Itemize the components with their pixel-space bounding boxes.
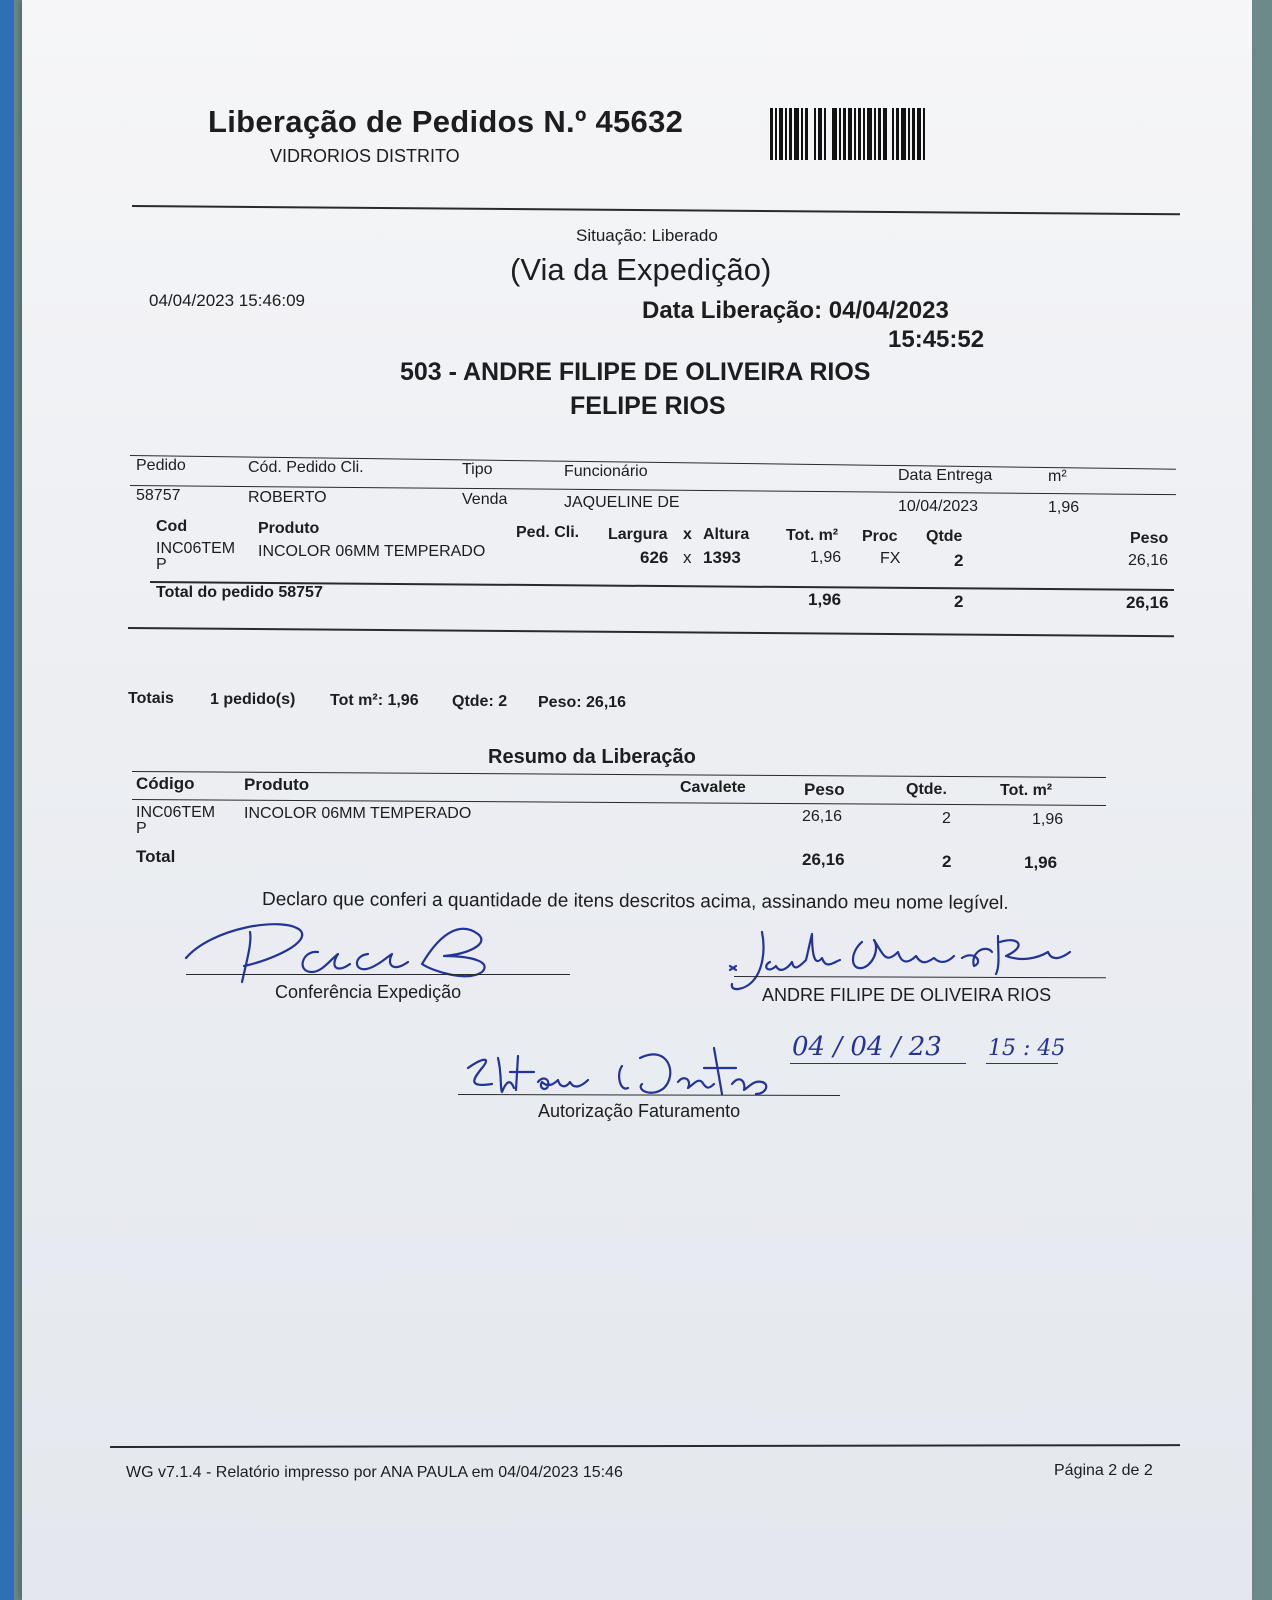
totais-pedidos: 1 pedido(s) — [210, 691, 296, 708]
handwritten-date-underline — [790, 1063, 966, 1064]
totais-peso: Peso: 26,16 — [538, 694, 627, 711]
conferencia-label: Conferência Expedição — [275, 982, 462, 1002]
footer-rule — [110, 1444, 1180, 1448]
resumo-header-tot-m2: Tot. m² — [1000, 782, 1053, 799]
col-header-m2: m² — [1048, 468, 1067, 485]
col-header-funcionario: Funcionário — [564, 463, 648, 480]
order-total-qtde: 2 — [954, 592, 964, 611]
client-nickname: FELIPE RIOS — [570, 392, 726, 420]
footer-page-number: Página 2 de 2 — [1054, 1462, 1153, 1479]
data-liberacao: Data Liberação: 04/04/2023 — [642, 297, 949, 324]
order-cod-pedido-cli: ROBERTO — [248, 489, 327, 506]
order-m2: 1,96 — [1048, 499, 1080, 516]
item-produto: INCOLOR 06MM TEMPERADO — [258, 543, 486, 560]
order-total-peso: 26,16 — [1126, 593, 1169, 612]
data-liberacao-time: 15:45:52 — [888, 326, 985, 353]
conferencia-signature-line — [186, 974, 570, 975]
resumo-cod-line2: P — [136, 820, 147, 837]
item-header-altura: Altura — [703, 526, 750, 543]
item-largura: 626 — [640, 548, 669, 567]
situacao-label: Situação: Liberado — [576, 226, 718, 245]
order-funcionario: JAQUELINE DE — [564, 494, 680, 511]
item-header-qtde: Qtde — [926, 528, 963, 545]
resumo-tot-m2: 1,96 — [1032, 811, 1064, 828]
printed-timestamp: 04/04/2023 15:46:09 — [149, 291, 305, 310]
header-divider — [132, 205, 1180, 215]
autorizacao-label: Autorização Faturamento — [538, 1101, 741, 1121]
handwritten-time: 15 : 45 — [988, 1036, 1066, 1061]
col-header-tipo: Tipo — [462, 461, 493, 478]
item-header-tot-m2: Tot. m² — [786, 527, 839, 544]
barcode — [770, 108, 962, 160]
item-x: x — [683, 548, 692, 567]
col-header-cod-pedido-cli: Cód. Pedido Cli. — [248, 459, 364, 476]
item-qtde: 2 — [954, 551, 964, 570]
order-table-bottom-rule — [128, 627, 1174, 637]
col-header-data-entrega: Data Entrega — [898, 467, 993, 484]
resumo-qtde: 2 — [942, 810, 951, 827]
item-cod-line2: P — [156, 556, 167, 573]
order-total-m2: 1,96 — [808, 590, 842, 609]
totais-qtde: Qtde: 2 — [452, 693, 508, 710]
resumo-header-cavalete: Cavalete — [680, 779, 746, 796]
item-altura: 1393 — [703, 548, 741, 567]
resumo-total-qtde: 2 — [942, 852, 952, 871]
via-label: (Via da Expedição) — [510, 252, 772, 287]
resumo-peso: 26,16 — [802, 808, 843, 825]
item-proc: FX — [880, 550, 901, 567]
resumo-header-codigo: Código — [136, 774, 195, 793]
footer-printed-by: WG v7.1.4 - Relatório impresso por ANA PAULA em 04/04/2023 15:46 — [126, 1464, 623, 1481]
resumo-cod-line1: INC06TEM — [136, 804, 216, 821]
item-peso: 26,16 — [1128, 552, 1169, 569]
item-header-proc: Proc — [862, 528, 898, 545]
resumo-header-peso: Peso — [804, 780, 845, 799]
totais-label: Totais — [128, 690, 174, 707]
resumo-total-tot-m2: 1,96 — [1024, 853, 1058, 872]
cliente-label: ANDRE FILIPE DE OLIVEIRA RIOS — [762, 985, 1052, 1005]
client-name: 503 - ANDRE FILIPE DE OLIVEIRA RIOS — [400, 358, 871, 386]
handwritten-time-underline — [986, 1063, 1058, 1064]
company-name: VIDRORIOS DISTRITO — [270, 146, 460, 166]
order-tipo: Venda — [462, 491, 508, 508]
handwritten-date: 04 / 04 / 23 — [792, 1032, 942, 1062]
order-pedido: 58757 — [136, 487, 181, 504]
item-header-largura: Largura — [608, 526, 668, 543]
item-tot-m2: 1,96 — [810, 549, 842, 566]
col-header-pedido: Pedido — [136, 457, 186, 474]
item-header-peso: Peso — [1130, 530, 1169, 547]
resumo-header-produto: Produto — [244, 775, 310, 794]
item-cod-line1: INC06TEM — [156, 540, 236, 557]
document-title: Liberação de Pedidos N.º 45632 — [208, 104, 684, 139]
item-header-x: x — [683, 526, 692, 543]
totais-m2: Tot m²: 1,96 — [330, 692, 419, 709]
resumo-produto: INCOLOR 06MM TEMPERADO — [244, 805, 472, 822]
resumo-title: Resumo da Liberação — [488, 746, 696, 768]
resumo-header-qtde: Qtde. — [906, 781, 947, 798]
document-page — [22, 0, 1252, 1600]
item-header-ped-cli: Ped. Cli. — [516, 524, 580, 541]
order-total-label: Total do pedido 58757 — [156, 584, 323, 601]
item-header-produto: Produto — [258, 520, 320, 537]
declaration-text: Declaro que conferi a quantidade de itens descritos acima, assinando meu nome legível. — [261, 889, 1009, 914]
resumo-total-peso: 26,16 — [802, 850, 845, 869]
order-data-entrega: 10/04/2023 — [898, 498, 979, 515]
resumo-total-label: Total — [136, 847, 176, 866]
item-header-cod: Cod — [156, 518, 188, 535]
